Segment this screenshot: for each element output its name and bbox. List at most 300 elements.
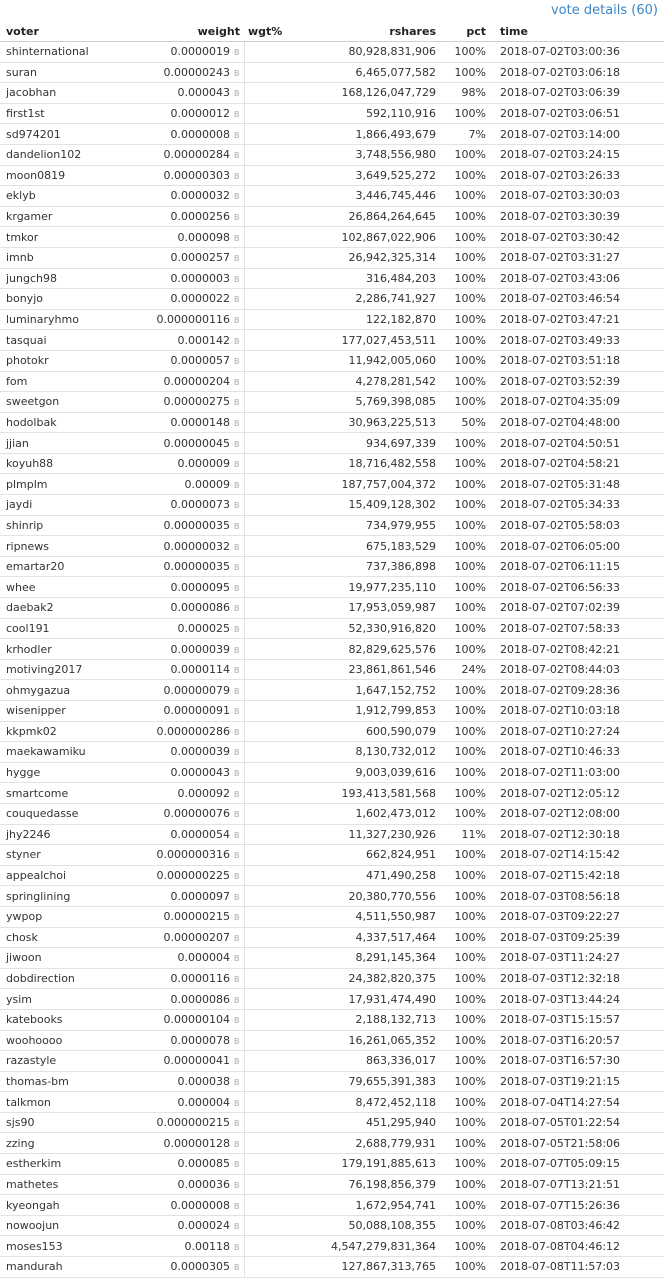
- weight-value: 0.00000243: [163, 65, 230, 79]
- voter-name[interactable]: shinrip: [0, 515, 120, 536]
- weight-cell: [120, 227, 244, 248]
- time-cell: 2018-07-03T19:21:15: [490, 1071, 664, 1092]
- voter-name[interactable]: jhy2246: [0, 824, 120, 845]
- voter-name[interactable]: smartcome: [0, 783, 120, 804]
- weight-value: 0.000025: [177, 621, 230, 635]
- time-cell: 2018-07-02T03:14:00: [490, 124, 664, 145]
- pct-cell: 100%: [440, 227, 490, 248]
- rshares-cell: 26,942,325,314: [316, 247, 440, 268]
- votes-table: [0, 22, 664, 1278]
- voter-name[interactable]: imnb: [0, 247, 120, 268]
- voter-name[interactable]: fom: [0, 371, 120, 392]
- unit-symbol: B: [234, 192, 240, 202]
- voter-name[interactable]: appealchoi: [0, 865, 120, 886]
- table-row: [0, 989, 664, 1010]
- voter-name[interactable]: plmplm: [0, 474, 120, 495]
- time-cell: 2018-07-02T03:31:27: [490, 247, 664, 268]
- voter-name[interactable]: suran: [0, 62, 120, 83]
- table-row: [0, 165, 664, 186]
- voter-name[interactable]: krgamer: [0, 206, 120, 227]
- time-cell: 2018-07-02T08:42:21: [490, 639, 664, 660]
- table-row: [0, 309, 664, 330]
- table-row: [0, 906, 664, 927]
- voter-name[interactable]: krhodler: [0, 639, 120, 660]
- voter-name[interactable]: luminaryhmo: [0, 309, 120, 330]
- time-cell: 2018-07-03T16:57:30: [490, 1051, 664, 1072]
- wgt-pct-cell: [244, 247, 316, 268]
- voter-name[interactable]: sweetgon: [0, 392, 120, 413]
- weight-value: 0.00000041: [163, 1054, 230, 1068]
- unit-symbol: B: [234, 213, 240, 223]
- pct-cell: 100%: [440, 1030, 490, 1051]
- weight-cell: [120, 906, 244, 927]
- pct-cell: 100%: [440, 598, 490, 619]
- weight-cell: [120, 989, 244, 1010]
- column-header-weight[interactable]: weight: [120, 22, 244, 42]
- wgt-pct-cell: [244, 453, 316, 474]
- time-cell: 2018-07-02T10:03:18: [490, 701, 664, 722]
- voter-name[interactable]: tasquai: [0, 330, 120, 351]
- weight-cell: [120, 42, 244, 63]
- wgt-pct-cell: [244, 289, 316, 310]
- weight-cell: [120, 330, 244, 351]
- table-row: [0, 721, 664, 742]
- pct-cell: 100%: [440, 1215, 490, 1236]
- unit-symbol: B: [234, 501, 240, 511]
- rshares-cell: 1,602,473,012: [316, 803, 440, 824]
- rshares-cell: 4,278,281,542: [316, 371, 440, 392]
- wgt-pct-cell: [244, 1030, 316, 1051]
- pct-cell: 100%: [440, 165, 490, 186]
- wgt-pct-cell: [244, 886, 316, 907]
- wgt-pct-cell: [244, 680, 316, 701]
- weight-cell: [120, 103, 244, 124]
- rshares-cell: 600,590,079: [316, 721, 440, 742]
- weight-value: 0.0000095: [170, 580, 230, 594]
- voter-name[interactable]: daebak2: [0, 598, 120, 619]
- table-row: [0, 289, 664, 310]
- time-cell: 2018-07-02T08:44:03: [490, 659, 664, 680]
- time-cell: 2018-07-02T06:11:15: [490, 556, 664, 577]
- time-cell: 2018-07-08T04:46:12: [490, 1236, 664, 1257]
- voter-name[interactable]: kkpmk02: [0, 721, 120, 742]
- voter-name[interactable]: nowoojun: [0, 1215, 120, 1236]
- weight-cell: [120, 927, 244, 948]
- voter-name[interactable]: jungch98: [0, 268, 120, 289]
- weight-value: 0.0000008: [170, 127, 230, 141]
- time-cell: 2018-07-02T03:43:06: [490, 268, 664, 289]
- pct-cell: 100%: [440, 268, 490, 289]
- voter-name[interactable]: thomas-bm: [0, 1071, 120, 1092]
- column-header-rshares[interactable]: rshares: [316, 22, 440, 42]
- rshares-cell: 4,547,279,831,364: [316, 1236, 440, 1257]
- weight-cell: [120, 762, 244, 783]
- unit-symbol: B: [234, 377, 240, 387]
- wgt-pct-cell: [244, 1133, 316, 1154]
- rshares-cell: 1,672,954,741: [316, 1195, 440, 1216]
- time-cell: 2018-07-02T07:02:39: [490, 598, 664, 619]
- weight-cell: [120, 577, 244, 598]
- voter-name[interactable]: bonyjo: [0, 289, 120, 310]
- time-cell: 2018-07-02T06:05:00: [490, 536, 664, 557]
- wgt-pct-cell: [244, 495, 316, 516]
- weight-value: 0.000024: [177, 1219, 230, 1233]
- time-cell: 2018-07-02T03:30:42: [490, 227, 664, 248]
- voter-name[interactable]: moon0819: [0, 165, 120, 186]
- voter-name[interactable]: talkmon: [0, 1092, 120, 1113]
- rshares-cell: 127,867,313,765: [316, 1257, 440, 1278]
- unit-symbol: B: [234, 954, 240, 964]
- time-cell: 2018-07-02T03:46:54: [490, 289, 664, 310]
- voter-name[interactable]: styner: [0, 845, 120, 866]
- table-header-row: [0, 22, 664, 42]
- time-cell: 2018-07-02T03:47:21: [490, 309, 664, 330]
- pct-cell: 100%: [440, 42, 490, 63]
- weight-value: 0.00000076: [163, 807, 230, 821]
- pct-cell: 100%: [440, 453, 490, 474]
- weight-cell: [120, 453, 244, 474]
- time-cell: 2018-07-03T08:56:18: [490, 886, 664, 907]
- voter-name[interactable]: katebooks: [0, 1009, 120, 1030]
- pct-cell: 100%: [440, 247, 490, 268]
- unit-symbol: B: [234, 1201, 240, 1211]
- rshares-cell: 4,511,550,987: [316, 906, 440, 927]
- unit-symbol: B: [234, 872, 240, 882]
- wgt-pct-cell: [244, 1009, 316, 1030]
- time-cell: 2018-07-02T12:08:00: [490, 803, 664, 824]
- table-row: [0, 701, 664, 722]
- voter-name[interactable]: whee: [0, 577, 120, 598]
- time-cell: 2018-07-02T03:49:33: [490, 330, 664, 351]
- weight-cell: [120, 598, 244, 619]
- table-row: [0, 83, 664, 104]
- wgt-pct-cell: [244, 556, 316, 577]
- time-cell: 2018-07-08T03:46:42: [490, 1215, 664, 1236]
- pct-cell: 100%: [440, 680, 490, 701]
- voter-name[interactable]: ripnews: [0, 536, 120, 557]
- unit-symbol: B: [234, 151, 240, 161]
- wgt-pct-cell: [244, 1215, 316, 1236]
- voter-name[interactable]: moses153: [0, 1236, 120, 1257]
- time-cell: 2018-07-07T05:09:15: [490, 1154, 664, 1175]
- voter-name[interactable]: mathetes: [0, 1174, 120, 1195]
- time-cell: 2018-07-02T03:30:03: [490, 186, 664, 207]
- table-row: [0, 659, 664, 680]
- weight-cell: [120, 144, 244, 165]
- rshares-cell: 863,336,017: [316, 1051, 440, 1072]
- voter-name[interactable]: kyeongah: [0, 1195, 120, 1216]
- pct-cell: 100%: [440, 989, 490, 1010]
- pct-cell: 100%: [440, 1112, 490, 1133]
- wgt-pct-cell: [244, 103, 316, 124]
- pct-cell: 50%: [440, 412, 490, 433]
- wgt-pct-cell: [244, 1174, 316, 1195]
- table-row: [0, 206, 664, 227]
- voter-name[interactable]: jiwoon: [0, 948, 120, 969]
- rshares-cell: 9,003,039,616: [316, 762, 440, 783]
- weight-cell: [120, 1051, 244, 1072]
- table-row: [0, 330, 664, 351]
- unit-symbol: B: [234, 1263, 240, 1273]
- wgt-pct-cell: [244, 845, 316, 866]
- unit-symbol: B: [234, 769, 240, 779]
- vote-details-link[interactable]: vote details (60): [550, 3, 658, 18]
- weight-cell: [120, 309, 244, 330]
- pct-cell: 100%: [440, 783, 490, 804]
- pct-cell: 100%: [440, 618, 490, 639]
- time-cell: 2018-07-03T15:15:57: [490, 1009, 664, 1030]
- weight-value: 0.0000003: [170, 271, 230, 285]
- table-row: [0, 268, 664, 289]
- column-header-time[interactable]: time: [490, 22, 664, 42]
- weight-value: 0.000004: [177, 1095, 230, 1109]
- pct-cell: 7%: [440, 124, 490, 145]
- voter-name[interactable]: koyuh88: [0, 453, 120, 474]
- weight-value: 0.00000035: [163, 518, 230, 532]
- weight-cell: [120, 1236, 244, 1257]
- table-row: [0, 1092, 664, 1113]
- voter-name[interactable]: sd974201: [0, 124, 120, 145]
- unit-symbol: B: [234, 274, 240, 284]
- voter-name[interactable]: maekawamiku: [0, 742, 120, 763]
- weight-cell: [120, 62, 244, 83]
- table-row: [0, 845, 664, 866]
- voter-name[interactable]: ysim: [0, 989, 120, 1010]
- table-row: [0, 783, 664, 804]
- weight-value: 0.000000225: [156, 869, 230, 883]
- weight-cell: [120, 433, 244, 454]
- table-row: [0, 371, 664, 392]
- voter-name[interactable]: zzing: [0, 1133, 120, 1154]
- voter-name[interactable]: dobdirection: [0, 968, 120, 989]
- wgt-pct-cell: [244, 598, 316, 619]
- wgt-pct-cell: [244, 412, 316, 433]
- column-header-voter[interactable]: voter: [0, 22, 120, 42]
- pct-cell: 11%: [440, 824, 490, 845]
- pct-cell: 100%: [440, 701, 490, 722]
- weight-cell: [120, 1112, 244, 1133]
- voter-name[interactable]: motiving2017: [0, 659, 120, 680]
- wgt-pct-cell: [244, 927, 316, 948]
- weight-cell: [120, 412, 244, 433]
- pct-cell: 100%: [440, 1154, 490, 1175]
- unit-symbol: B: [234, 686, 240, 696]
- pct-cell: 100%: [440, 1071, 490, 1092]
- weight-value: 0.0000039: [170, 745, 230, 759]
- voter-name[interactable]: jjian: [0, 433, 120, 454]
- time-cell: 2018-07-02T05:31:48: [490, 474, 664, 495]
- pct-cell: 100%: [440, 371, 490, 392]
- rshares-cell: 934,697,339: [316, 433, 440, 454]
- weight-value: 0.000009: [177, 457, 230, 471]
- wgt-pct-cell: [244, 659, 316, 680]
- time-cell: 2018-07-02T03:52:39: [490, 371, 664, 392]
- table-row: [0, 598, 664, 619]
- time-cell: 2018-07-03T09:25:39: [490, 927, 664, 948]
- pct-cell: 100%: [440, 433, 490, 454]
- wgt-pct-cell: [244, 124, 316, 145]
- unit-symbol: B: [234, 1139, 240, 1149]
- voter-name[interactable]: jaydi: [0, 495, 120, 516]
- unit-symbol: B: [234, 851, 240, 861]
- table-row: [0, 392, 664, 413]
- voter-name[interactable]: first1st: [0, 103, 120, 124]
- table-row: [0, 680, 664, 701]
- weight-value: 0.000038: [177, 1074, 230, 1088]
- weight-cell: [120, 268, 244, 289]
- voter-name[interactable]: razastyle: [0, 1051, 120, 1072]
- table-row: [0, 927, 664, 948]
- wgt-pct-cell: [244, 1257, 316, 1278]
- rshares-cell: 2,688,779,931: [316, 1133, 440, 1154]
- wgt-pct-cell: [244, 577, 316, 598]
- voter-name[interactable]: estherkim: [0, 1154, 120, 1175]
- weight-cell: [120, 1195, 244, 1216]
- weight-cell: [120, 948, 244, 969]
- table-row: [0, 1236, 664, 1257]
- time-cell: 2018-07-08T11:57:03: [490, 1257, 664, 1278]
- weight-value: 0.000000316: [156, 848, 230, 862]
- rshares-cell: 26,864,264,645: [316, 206, 440, 227]
- voter-name[interactable]: ywpop: [0, 906, 120, 927]
- rshares-cell: 23,861,861,546: [316, 659, 440, 680]
- weight-value: 0.000000116: [156, 313, 230, 327]
- wgt-pct-cell: [244, 1154, 316, 1175]
- top-bar: [0, 0, 664, 22]
- wgt-pct-cell: [244, 639, 316, 660]
- rshares-cell: 471,490,258: [316, 865, 440, 886]
- table-row: [0, 1215, 664, 1236]
- pct-cell: 100%: [440, 1195, 490, 1216]
- wgt-pct-cell: [244, 968, 316, 989]
- voter-name[interactable]: mandurah: [0, 1257, 120, 1278]
- weight-value: 0.0000305: [170, 1260, 230, 1274]
- weight-cell: [120, 371, 244, 392]
- weight-value: 0.00000045: [163, 436, 230, 450]
- rshares-cell: 8,472,452,118: [316, 1092, 440, 1113]
- weight-cell: [120, 515, 244, 536]
- weight-value: 0.0000039: [170, 642, 230, 656]
- column-header-pct[interactable]: pct: [440, 22, 490, 42]
- voter-name[interactable]: tmkor: [0, 227, 120, 248]
- time-cell: 2018-07-03T12:32:18: [490, 968, 664, 989]
- voter-name[interactable]: sjs90: [0, 1112, 120, 1133]
- unit-symbol: B: [234, 892, 240, 902]
- weight-cell: [120, 865, 244, 886]
- weight-cell: [120, 1257, 244, 1278]
- weight-cell: [120, 618, 244, 639]
- rshares-cell: 179,191,885,613: [316, 1154, 440, 1175]
- wgt-pct-cell: [244, 742, 316, 763]
- voter-name[interactable]: couquedasse: [0, 803, 120, 824]
- wgt-pct-cell: [244, 762, 316, 783]
- pct-cell: 100%: [440, 350, 490, 371]
- weight-value: 0.0000086: [170, 601, 230, 615]
- weight-value: 0.0000086: [170, 992, 230, 1006]
- weight-value: 0.000142: [177, 333, 230, 347]
- weight-cell: [120, 783, 244, 804]
- unit-symbol: B: [234, 130, 240, 140]
- weight-cell: [120, 886, 244, 907]
- weight-value: 0.00000215: [163, 910, 230, 924]
- rshares-cell: 316,484,203: [316, 268, 440, 289]
- pct-cell: 24%: [440, 659, 490, 680]
- voter-name[interactable]: ohmygazua: [0, 680, 120, 701]
- rshares-cell: 19,977,235,110: [316, 577, 440, 598]
- weight-cell: [120, 206, 244, 227]
- table-row: [0, 103, 664, 124]
- voter-name[interactable]: shinternational: [0, 42, 120, 63]
- wgt-pct-cell: [244, 433, 316, 454]
- voter-name[interactable]: hodolbak: [0, 412, 120, 433]
- voter-name[interactable]: jacobhan: [0, 83, 120, 104]
- unit-symbol: B: [234, 913, 240, 923]
- wgt-pct-cell: [244, 1092, 316, 1113]
- weight-value: 0.0000032: [170, 189, 230, 203]
- unit-symbol: B: [234, 624, 240, 634]
- weight-value: 0.00000035: [163, 560, 230, 574]
- table-row: [0, 536, 664, 557]
- unit-symbol: B: [234, 975, 240, 985]
- time-cell: 2018-07-02T03:06:51: [490, 103, 664, 124]
- rshares-cell: 76,198,856,379: [316, 1174, 440, 1195]
- voter-name[interactable]: wisenipper: [0, 701, 120, 722]
- pct-cell: 100%: [440, 865, 490, 886]
- table-row: [0, 556, 664, 577]
- voter-name[interactable]: emartar20: [0, 556, 120, 577]
- table-row: [0, 1030, 664, 1051]
- pct-cell: 100%: [440, 1257, 490, 1278]
- voter-name[interactable]: chosk: [0, 927, 120, 948]
- rshares-cell: 2,286,741,927: [316, 289, 440, 310]
- wgt-pct-cell: [244, 227, 316, 248]
- time-cell: 2018-07-02T10:27:24: [490, 721, 664, 742]
- column-header-wgt-pct[interactable]: wgt%: [244, 22, 316, 42]
- unit-symbol: B: [234, 583, 240, 593]
- wgt-pct-cell: [244, 948, 316, 969]
- voter-name[interactable]: eklyb: [0, 186, 120, 207]
- weight-cell: [120, 803, 244, 824]
- unit-symbol: B: [234, 542, 240, 552]
- time-cell: 2018-07-02T03:26:33: [490, 165, 664, 186]
- pct-cell: 100%: [440, 206, 490, 227]
- time-cell: 2018-07-02T15:42:18: [490, 865, 664, 886]
- rshares-cell: 122,182,870: [316, 309, 440, 330]
- table-body: [0, 42, 664, 1278]
- wgt-pct-cell: [244, 186, 316, 207]
- weight-value: 0.0000054: [170, 827, 230, 841]
- voter-name[interactable]: photokr: [0, 350, 120, 371]
- voter-name[interactable]: hygge: [0, 762, 120, 783]
- pct-cell: 100%: [440, 1009, 490, 1030]
- weight-value: 0.00000104: [163, 1013, 230, 1027]
- voter-name[interactable]: cool191: [0, 618, 120, 639]
- wgt-pct-cell: [244, 371, 316, 392]
- weight-cell: [120, 1030, 244, 1051]
- weight-cell: [120, 289, 244, 310]
- voter-name[interactable]: springlining: [0, 886, 120, 907]
- voter-name[interactable]: woohoooo: [0, 1030, 120, 1051]
- pct-cell: 100%: [440, 556, 490, 577]
- voter-name[interactable]: dandelion102: [0, 144, 120, 165]
- wgt-pct-cell: [244, 1195, 316, 1216]
- unit-symbol: B: [234, 398, 240, 408]
- rshares-cell: 451,295,940: [316, 1112, 440, 1133]
- wgt-pct-cell: [244, 1112, 316, 1133]
- unit-symbol: B: [234, 68, 240, 78]
- wgt-pct-cell: [244, 618, 316, 639]
- weight-value: 0.0000012: [170, 107, 230, 121]
